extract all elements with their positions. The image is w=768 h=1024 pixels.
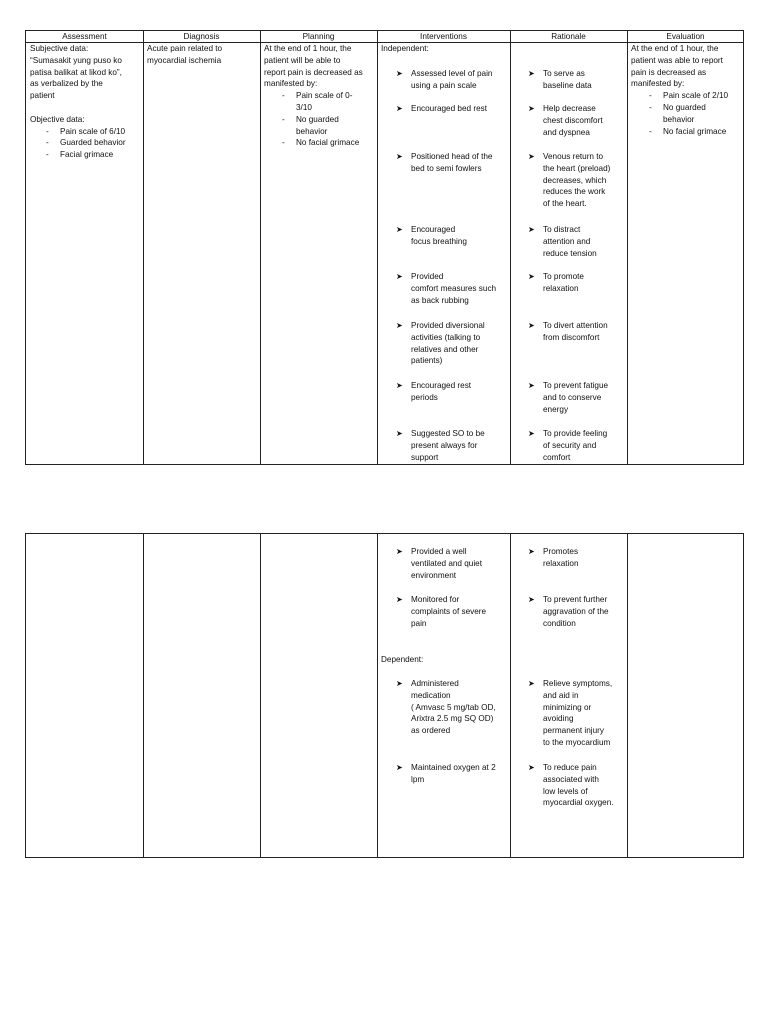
header-planning: Planning [302, 32, 335, 41]
bullet-text-line: pain [411, 618, 427, 628]
bullet-text-line: Arixtra 2.5 mg SQ OD) [411, 714, 494, 724]
bullet-text [411, 678, 506, 737]
arrow-bullet-icon: ➤ [396, 429, 403, 438]
bullet-text [543, 428, 626, 463]
arrow-bullet-icon: ➤ [396, 152, 403, 161]
bullet-text [543, 762, 626, 809]
bullet-text-line: medication [411, 690, 451, 700]
bullet-text [411, 320, 506, 367]
bullet-text [543, 103, 626, 138]
bullet-text-line: To provide feeling [543, 429, 608, 438]
care-plan-table-page-1 [25, 30, 744, 465]
bullet-text [543, 68, 626, 92]
bullet-text-line: reduce tension [543, 248, 597, 258]
planning-line: At the end of 1 hour, the [264, 44, 352, 53]
header-row [26, 31, 743, 43]
bullet-text [411, 380, 506, 404]
evaluation-line: manifested by: [631, 79, 685, 89]
bullet-text-line: as back rubbing [411, 295, 469, 305]
assessment-column [26, 534, 144, 857]
bullet-text-line: of the heart. [543, 199, 587, 209]
bullet-text-line: Venous return to [543, 152, 604, 161]
evaluation-item-line: - No guarded [663, 102, 706, 112]
bullet-text-line: bed to semi fowlers [411, 163, 482, 173]
bullet-text-line: relatives and other [411, 344, 479, 354]
bullet-text-line: and dyspnea [543, 127, 590, 137]
arrow-bullet-icon: ➤ [528, 763, 535, 772]
bullet-text-line: To reduce pain [543, 763, 597, 772]
bullet-text-line: complaints of severe [411, 606, 487, 616]
bullet-text-line: Encouraged rest [411, 381, 472, 390]
bullet-text [543, 678, 626, 749]
bullet-text-line: Monitored for [411, 595, 460, 604]
bullet-text [543, 594, 626, 629]
bullet-text-line: chest discomfort [543, 115, 603, 125]
arrow-bullet-icon: ➤ [528, 69, 535, 78]
bullet-text-line: Provided [411, 272, 444, 281]
bullet-text-line: focus breathing [411, 236, 467, 246]
planning-item-line: - Pain scale of 0- [296, 91, 353, 101]
dependent-label: Dependent: [381, 655, 424, 664]
arrow-bullet-icon: ➤ [396, 763, 403, 772]
arrow-bullet-icon: ➤ [396, 321, 403, 330]
bullet-text-line: attention and [543, 236, 591, 246]
bullet-text-line: Maintained oxygen at 2 [411, 763, 496, 772]
bullet-text [411, 68, 506, 92]
bullet-text-line: ventilated and quiet [411, 558, 483, 568]
bullet-text-line: of security and [543, 440, 597, 450]
bullet-text [411, 594, 506, 629]
bullet-text-line: associated with [543, 774, 599, 784]
diagnosis-cell [147, 43, 259, 67]
subjective-line: patient [30, 91, 55, 101]
bullet-text [411, 151, 506, 175]
subjective-line: “Sumasakit yung puso ko [30, 55, 122, 65]
bullet-text-line: and to conserve [543, 392, 602, 402]
arrow-bullet-icon: ➤ [396, 272, 403, 281]
evaluation-item-line: - No facial grimace [663, 126, 727, 136]
planning-item [264, 137, 376, 149]
arrow-bullet-icon: ➤ [528, 152, 535, 161]
objective-label: Objective data: [30, 114, 85, 124]
bullet-text [543, 546, 626, 570]
arrow-bullet-icon: ➤ [396, 595, 403, 604]
arrow-bullet-icon: ➤ [528, 104, 535, 113]
bullet-text-line: Administered [411, 679, 459, 688]
diagnosis-column [143, 534, 260, 857]
bullet-text-line: environment [411, 570, 457, 580]
diagnosis-line: myocardial ischemia [147, 55, 222, 65]
bullet-text-line: Provided a well [411, 547, 467, 556]
bullet-text-line: To divert attention [543, 321, 608, 330]
bullet-text-line: permanent injury [543, 726, 604, 736]
bullet-text [543, 380, 626, 415]
bullet-text [411, 428, 506, 463]
independent-label: Independent: [381, 44, 429, 53]
planning-line: report pain is decreased as [264, 67, 363, 77]
planning-item-line: - No facial grimace [296, 138, 360, 148]
bullet-text-line: Suggested SO to be [411, 429, 485, 438]
planning-item-line: behavior [296, 126, 328, 136]
bullet-text [411, 546, 506, 581]
care-plan-table-page-2 [25, 533, 744, 858]
bullet-text-line: Assessed level of pain [411, 69, 493, 78]
evaluation-item-line: - Pain scale of 2/10 [663, 91, 729, 101]
bullet-text-line: myocardial oxygen. [543, 798, 614, 808]
header-diagnosis: Diagnosis [183, 32, 220, 41]
bullet-text-line: avoiding [543, 714, 574, 724]
arrow-bullet-icon: ➤ [528, 429, 535, 438]
header-interventions: Interventions [420, 32, 467, 41]
bullet-text-line: energy [543, 404, 569, 414]
objective-item: - Pain scale of 6/10 [30, 126, 142, 138]
arrow-bullet-icon: ➤ [396, 679, 403, 688]
bullet-text-line: reduces the work [543, 187, 606, 197]
arrow-bullet-icon: ➤ [396, 225, 403, 234]
arrow-bullet-icon: ➤ [528, 272, 535, 281]
planning-item [264, 114, 376, 138]
bullet-text [543, 271, 626, 295]
arrow-bullet-icon: ➤ [528, 595, 535, 604]
bullet-text-line: Provided diversional [411, 321, 485, 330]
planning-column [260, 534, 377, 857]
bullet-text-line: To prevent further [543, 595, 608, 604]
bullet-text-line: minimizing or [543, 702, 592, 712]
evaluation-cell [631, 43, 743, 137]
bullet-text [411, 762, 506, 786]
header-rationale: Rationale [551, 32, 586, 41]
evaluation-item [631, 102, 743, 126]
evaluation-line: patient was able to report [631, 55, 723, 65]
arrow-bullet-icon: ➤ [528, 381, 535, 390]
arrow-bullet-icon: ➤ [528, 547, 535, 556]
bullet-text-line: To serve as [543, 69, 585, 78]
bullet-text [411, 103, 506, 115]
bullet-text-line: and aid in [543, 690, 579, 700]
bullet-text-line: periods [411, 392, 438, 402]
bullet-text-line: Encouraged bed rest [411, 104, 488, 113]
arrow-bullet-icon: ➤ [396, 547, 403, 556]
bullet-text-line: Relieve symptoms, [543, 679, 613, 688]
bullet-text-line: condition [543, 618, 576, 628]
bullet-text-line: To prevent fatigue [543, 381, 609, 390]
header-evaluation: Evaluation [666, 32, 705, 41]
header-assessment: Assessment [62, 32, 107, 41]
bullet-text-line: from discomfort [543, 332, 600, 342]
arrow-bullet-icon: ➤ [396, 104, 403, 113]
bullet-text-line: low levels of [543, 786, 588, 796]
bullet-text-line: activities (talking to [411, 332, 481, 342]
bullet-text-line: support [411, 452, 439, 462]
arrow-bullet-icon: ➤ [528, 225, 535, 234]
subjective-label: Subjective data: [30, 44, 89, 53]
bullet-text-line: relaxation [543, 283, 579, 293]
bullet-text-line: comfort [543, 452, 571, 462]
bullet-text [543, 151, 626, 210]
objective-item: - Guarded behavior [30, 137, 142, 149]
bullet-text-line: using a pain scale [411, 80, 477, 90]
subjective-line: patisa balikat at likod ko”, [30, 67, 122, 77]
bullet-text-line: comfort measures such [411, 283, 497, 293]
bullet-text [543, 320, 626, 344]
bullet-text [411, 224, 506, 248]
bullet-text-line: present always for [411, 440, 478, 450]
bullet-text-line: Positioned head of the [411, 152, 493, 161]
diagnosis-line: Acute pain related to [147, 44, 223, 53]
bullet-text-line: Promotes [543, 547, 579, 556]
arrow-bullet-icon: ➤ [528, 321, 535, 330]
bullet-text-line: to the myocardium [543, 737, 611, 747]
planning-cell [264, 43, 376, 149]
planning-item [264, 90, 376, 114]
assessment-cell [30, 43, 142, 161]
bullet-text-line: To promote [543, 272, 584, 281]
bullet-text-line: relaxation [543, 558, 579, 568]
subjective-line: as verbalized by the [30, 79, 103, 89]
bullet-text-line: patients) [411, 356, 443, 366]
arrow-bullet-icon: ➤ [396, 69, 403, 78]
diagnosis-column [143, 31, 260, 464]
bullet-text [411, 271, 506, 306]
evaluation-line: pain is decreased as [631, 67, 707, 77]
evaluation-item [631, 90, 743, 102]
bullet-text-line: aggravation of the [543, 606, 609, 616]
bullet-text-line: Help decrease [543, 104, 596, 113]
planning-item-line: 3/10 [296, 102, 312, 112]
bullet-text-line: as ordered [411, 726, 451, 736]
bullet-text-line: baseline data [543, 80, 592, 90]
bullet-text [543, 224, 626, 259]
bullet-text-line: To distract [543, 225, 581, 234]
arrow-bullet-icon: ➤ [528, 679, 535, 688]
arrow-bullet-icon: ➤ [396, 381, 403, 390]
bullet-text-line: Encouraged [411, 225, 456, 234]
evaluation-item-line: behavior [663, 114, 695, 124]
objective-item: - Facial grimace [30, 149, 142, 161]
evaluation-item [631, 126, 743, 138]
evaluation-line: At the end of 1 hour, the [631, 44, 719, 53]
planning-item-line: - No guarded [296, 114, 339, 124]
planning-line: manifested by: [264, 79, 318, 89]
bullet-text-line: the heart (preload) [543, 163, 611, 173]
evaluation-column [627, 534, 744, 857]
bullet-text-line: decreases, which [543, 175, 607, 185]
bullet-text-line: lpm [411, 774, 425, 784]
planning-line: patient will be able to [264, 55, 341, 65]
bullet-text-line: ( Amvasc 5 mg/tab OD, [411, 702, 496, 712]
